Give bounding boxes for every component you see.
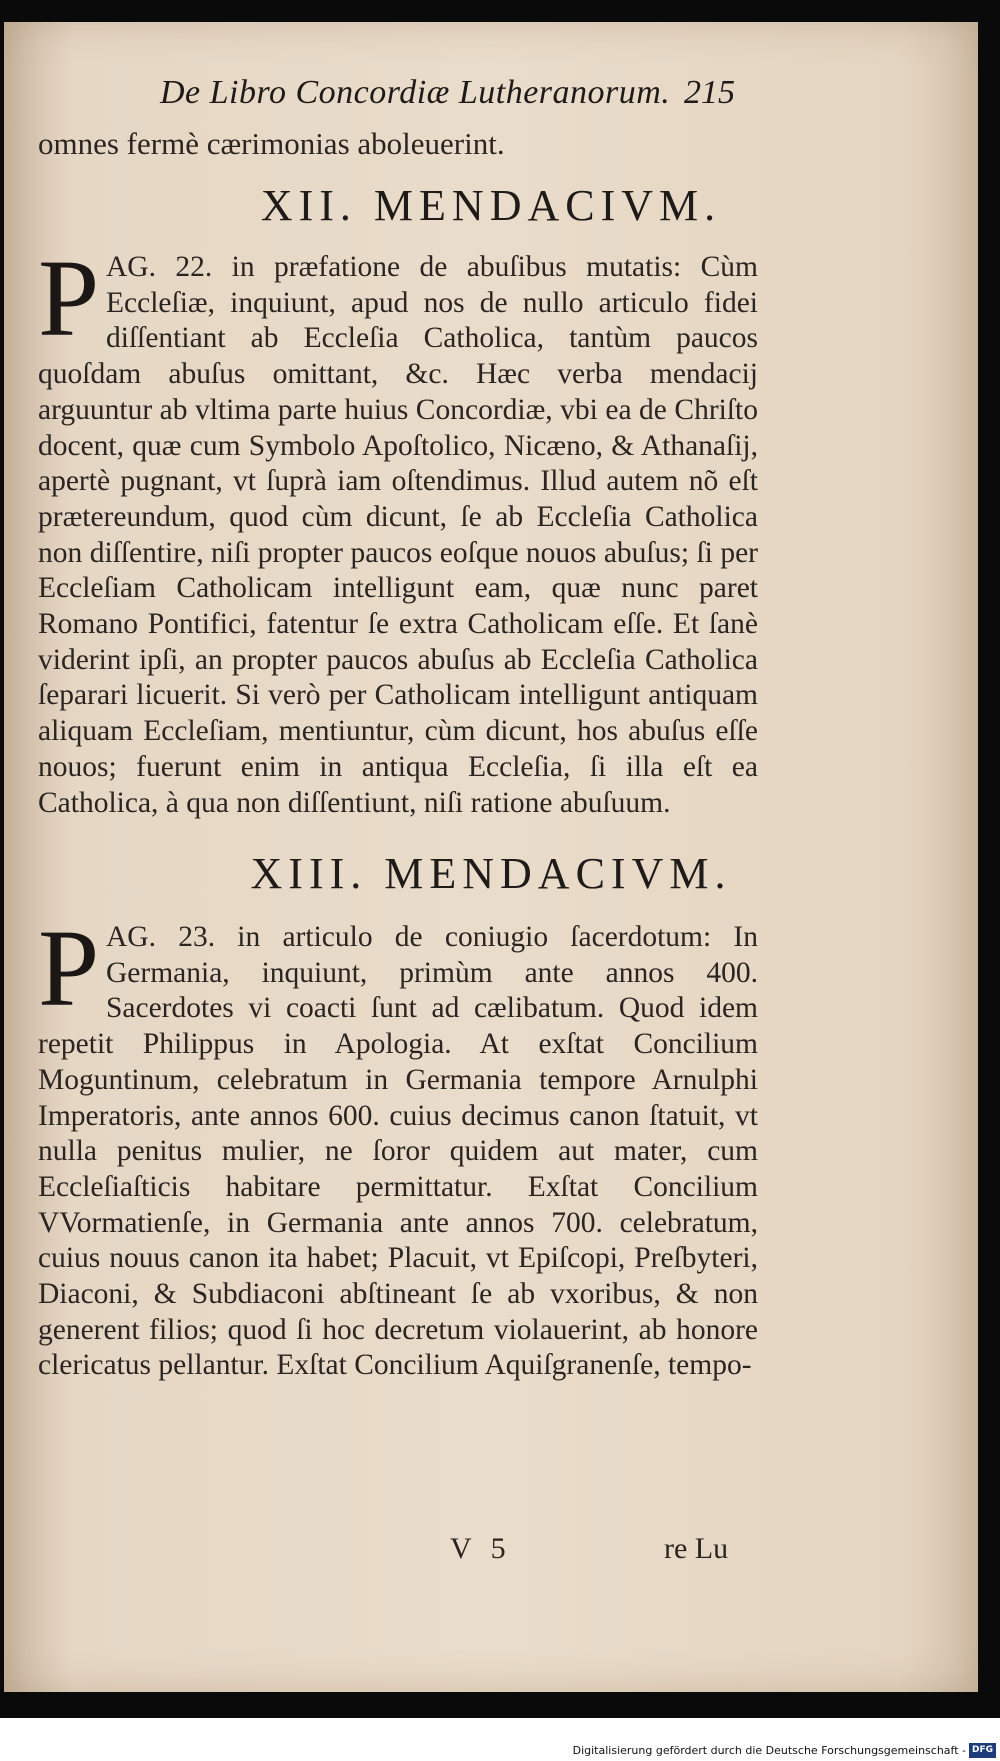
catchword: re Lu <box>664 1532 729 1565</box>
drop-cap: P <box>38 907 100 1029</box>
page-number: 215 <box>684 74 735 111</box>
section-heading-xii: XII. MENDACIVM. <box>260 181 722 230</box>
signature-mark: V 5 <box>450 1532 512 1565</box>
running-title: De Libro Concordiæ Lutheranorum. <box>160 74 671 111</box>
page-header <box>4 74 978 124</box>
section-xii-paragraph: AG. 22. in præfatione de abuſibus mutatis: Cùm Eccleſiæ, inquiunt, apud nos de nullo articulo fidei diſſentiant ab Eccleſia Catholica, tantùm paucos quoſdam abuſus omittant, &c. Hæc verba mendacij arguuntur ab vltima parte huius Concordiæ, vbi ea de Chriſto docent, quæ cum Symbolo Apoſtolico, Nicæno, & Athanaſij, apertè pugnant, vt ſuprà iam oſtendimus. Illud autem nõ eſt prætereundum, quod cùm dicunt, ſe ab Eccleſia Catholica non diſſentire, niſi propter paucos eoſque nouos abuſus; ſi per Eccleſiam Catholicam intelligunt eam, quæ nunc paret Romano Pontifici, fatentur ſe extra Catholicam eſſe. Et ſanè viderint ipſi, an propter paucos abuſus ab Eccleſia Catholica ſeparari licuerit. Si verò per Catholicam intelligunt antiquam aliquam Eccleſiam, mentiuntur, cùm dicunt, hos abuſus eſſe nouos; fuerunt enim in antiqua Eccleſia, ſi illa eſt ea Catholica, à qua non diſſentiunt, niſi ratione abuſuum. <box>38 251 758 819</box>
section-xii-body <box>38 237 758 821</box>
book-page <box>4 22 978 1692</box>
section-xiii-body <box>38 907 758 1384</box>
dfg-logo: DFG <box>969 1743 996 1758</box>
credit-bar <box>0 1742 1000 1761</box>
page-footer <box>4 1532 978 1572</box>
funding-credit: Digitalisierung gefördert durch die Deutsche Forschungsgemeinschaft - <box>572 1744 966 1757</box>
intro-line: omnes fermè cærimonias aboleuerint. <box>38 126 505 161</box>
section-heading-xiii: XIII. MENDACIVM. <box>250 849 732 898</box>
section-xiii-paragraph: AG. 23. in articulo de coniugio ſacerdotum: In Germania, inquiunt, primùm ante annos 400. Sacerdotes vi coacti ſunt ad cælibatum. Quod idem repetit Philippus in Apologia. At exſtat Concilium Moguntinum, celebratum in Germania tempore Arnulphi Imperatoris, ante annos 600. cuius decimus canon ſtatuit, vt nulla penitus mulier, ne ſoror quidem aut mater, cum Eccleſiaſticis habitare permittatur. Exſtat Concilium VVormatienſe, in Germania ante annos 700. celebratum, cuius nouus canon ita habet; Placuit, vt Epiſcopi, Preſbyteri, Diaconi, & Subdiaconi abſtineant ſe ab vxoribus, & non generent filios; quod ſi hoc decretum violauerint, ab honore clericatus pellantur. Exſtat Concilium Aquiſgranenſe, tempo- <box>38 921 758 1382</box>
drop-cap: P <box>38 237 100 359</box>
